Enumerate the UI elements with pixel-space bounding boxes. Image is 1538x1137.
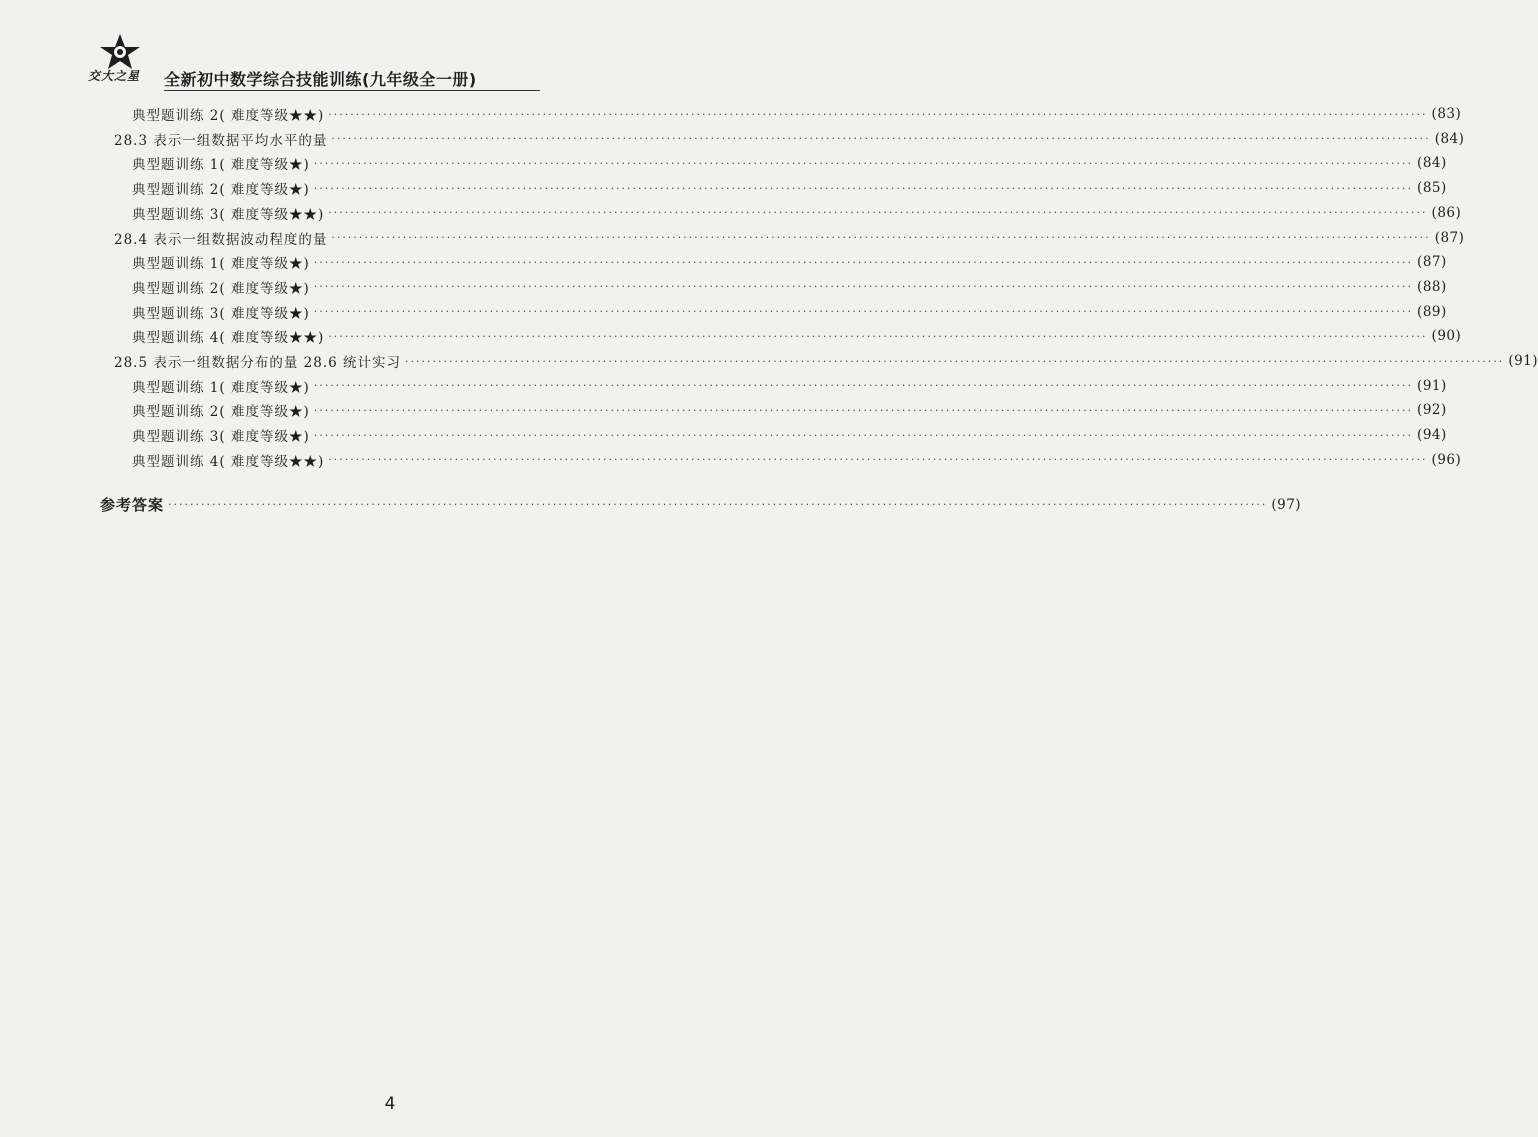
toc-page-number: (91) bbox=[1508, 353, 1538, 369]
toc-entry-label: 典型题训练 1( 难度等级★) bbox=[132, 379, 310, 396]
toc-entry-row bbox=[132, 326, 1462, 347]
toc-page-number: (91) bbox=[1417, 377, 1447, 394]
toc-page-number: (86) bbox=[1431, 204, 1462, 221]
toc-entry-label: 典型题训练 2( 难度等级★) bbox=[132, 280, 310, 297]
header-divider bbox=[164, 90, 540, 91]
toc-leader-dots: ········································································································································································································ bbox=[313, 280, 1414, 294]
toc-page-number: (88) bbox=[1417, 278, 1447, 295]
toc-section-row bbox=[114, 228, 1465, 248]
toc-entry-label: 典型题训练 2( 难度等级★) bbox=[132, 182, 310, 199]
page-header bbox=[88, 34, 543, 92]
toc-page-number: (83) bbox=[1431, 106, 1462, 122]
toc-entry-row bbox=[132, 450, 1462, 470]
toc-entry-label: 典型题训练 1( 难度等级★) bbox=[132, 256, 310, 273]
toc-leader-dots: ········································································································································································································ bbox=[328, 329, 1428, 343]
toc-leader-dots: ········································································································································································································ bbox=[313, 403, 1414, 417]
toc-entry-row bbox=[132, 376, 1447, 396]
toc-page-number: (85) bbox=[1417, 180, 1447, 197]
toc-leader-dots: ········································································································································································································ bbox=[328, 206, 1428, 220]
star-eye-logo-icon bbox=[94, 32, 146, 72]
toc-entry-label: 典型题训练 3( 难度等级★) bbox=[132, 305, 310, 322]
toc-entry-label: 28.3 表示一组数据平均水平的量 bbox=[114, 132, 328, 149]
toc-entry-label: 典型题训练 1( 难度等级★) bbox=[132, 157, 310, 174]
toc-entry-row bbox=[132, 104, 1462, 124]
toc-entry-label: 28.5 表示一组数据分布的量 28.6 统计实习 bbox=[114, 355, 401, 371]
toc-leader-dots: ········································································································································································································ bbox=[313, 181, 1414, 195]
toc-page-number: (89) bbox=[1417, 303, 1447, 320]
toc-leader-dots: ········································································································································································································ bbox=[313, 156, 1414, 170]
toc-leader-dots: ········································································································································································································ bbox=[313, 379, 1414, 393]
toc-page-number: (87) bbox=[1417, 254, 1447, 271]
toc-section-row bbox=[114, 129, 1465, 149]
toc-entry-label: 28.4 表示一组数据波动程度的量 bbox=[114, 231, 328, 248]
toc-entry-row bbox=[132, 400, 1447, 421]
toc-page-number: (84) bbox=[1434, 130, 1465, 147]
toc-entry-row bbox=[132, 153, 1447, 174]
answers-page-number: (97) bbox=[1271, 496, 1302, 513]
toc-entry-row bbox=[132, 178, 1447, 199]
toc-page-number: (94) bbox=[1417, 427, 1447, 444]
toc-entry-label: 典型题训练 2( 难度等级★) bbox=[132, 404, 310, 421]
toc-leader-dots: ········································································································································································································ bbox=[313, 255, 1414, 269]
toc-leader-dots: ········································································································································································································ bbox=[405, 354, 1505, 368]
toc-entry-label: 典型题训练 3( 难度等级★) bbox=[132, 429, 310, 446]
toc-section-row bbox=[114, 351, 1538, 371]
toc-leader-dots: ········································································································································································································ bbox=[331, 132, 1431, 146]
toc-page-number: (92) bbox=[1417, 402, 1447, 419]
toc-leader-dots: ········································································································································································································ bbox=[168, 498, 1268, 511]
toc-leader-dots: ········································································································································································································ bbox=[313, 428, 1414, 442]
toc-entry-label: 典型题训练 2( 难度等级★★) bbox=[132, 108, 325, 124]
toc-leader-dots: ········································································································································································································ bbox=[328, 107, 1428, 121]
toc-answers-row bbox=[100, 493, 1302, 517]
toc-leader-dots: ········································································································································································································ bbox=[331, 231, 1431, 244]
toc-entry-label: 典型题训练 4( 难度等级★★) bbox=[132, 453, 325, 470]
toc-page-number: (96) bbox=[1431, 451, 1462, 468]
brand-logo bbox=[88, 34, 152, 90]
toc-entry-label: 典型题训练 4( 难度等级★★) bbox=[132, 330, 325, 347]
toc-entry-row bbox=[132, 252, 1447, 273]
toc-entry-row bbox=[132, 203, 1462, 223]
toc-entry-row bbox=[132, 425, 1447, 446]
toc-entry-label: 典型题训练 3( 难度等级★★) bbox=[132, 206, 325, 223]
toc-page-number: (90) bbox=[1431, 328, 1462, 345]
page-number: 4 bbox=[384, 1094, 396, 1114]
toc-entry-row bbox=[132, 277, 1447, 297]
toc-leader-dots: ········································································································································································································ bbox=[328, 453, 1428, 467]
book-title: 全新初中数学综合技能训练(九年级全一册) bbox=[164, 70, 477, 89]
toc-leader-dots: ········································································································································································································ bbox=[313, 305, 1414, 319]
toc-page-number: (84) bbox=[1417, 155, 1447, 172]
toc-entry-row bbox=[132, 302, 1447, 322]
brand-name: 交大之星 bbox=[88, 69, 141, 83]
toc-page-number: (87) bbox=[1434, 229, 1465, 246]
answers-label: 参考答案 bbox=[100, 496, 165, 514]
